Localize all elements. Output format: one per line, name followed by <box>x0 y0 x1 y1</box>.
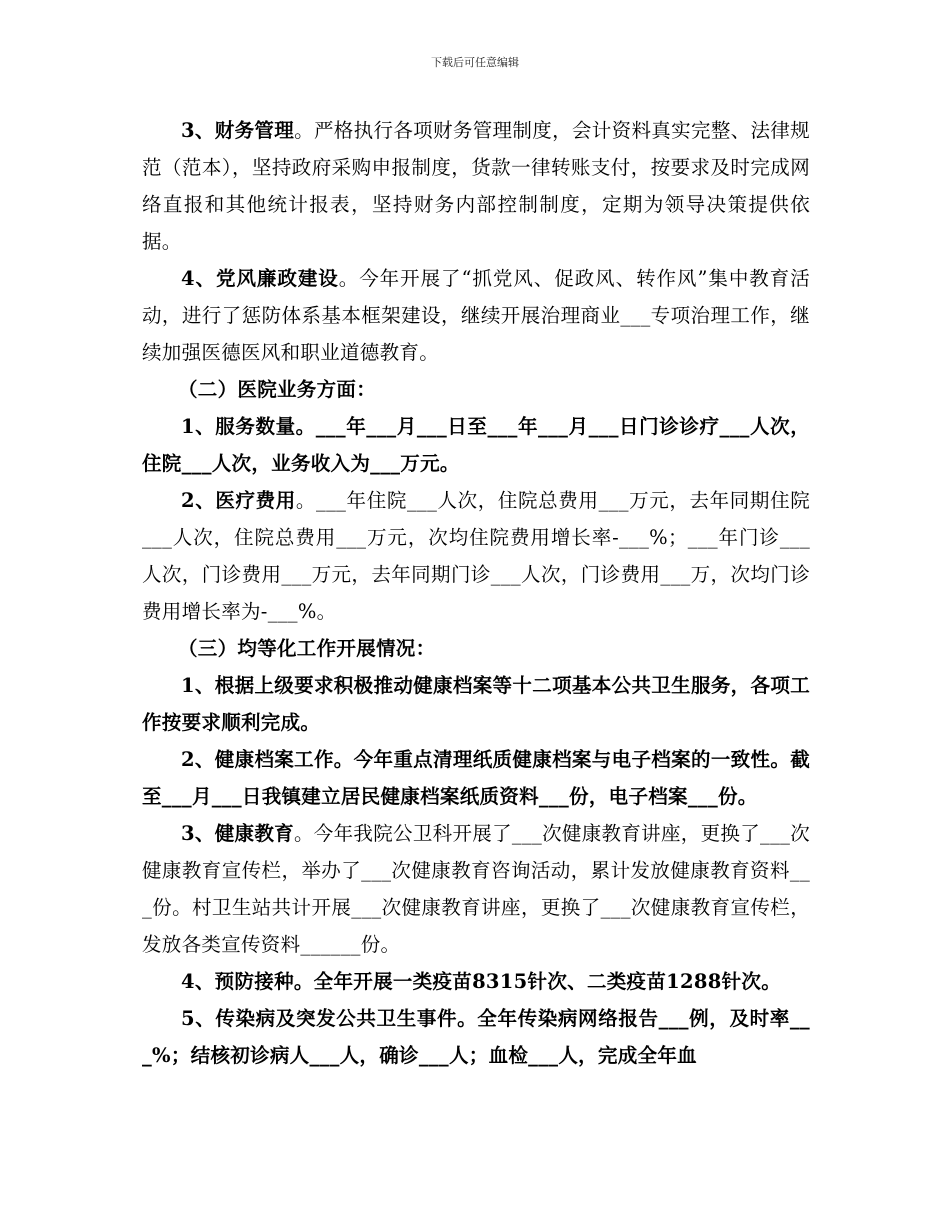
section-heading-equalization: （三）均等化工作开展情况： <box>178 637 436 660</box>
document-body <box>142 112 810 1074</box>
paragraph-vaccination: 4、预防接种。全年开展一类疫苗8315针次、二类疫苗1288针次。 <box>181 970 782 993</box>
paragraph-text: 。严格执行各项财务管理制度，会计资料真实完整、法律规范（范本），坚持政府采购申报制度，货款一律转账支付，按要求及时完成网络直报和其他统计报表，坚持财务内部控制制度，定期为领导决策提供依据。 <box>142 119 810 253</box>
paragraph-lead: 3、健康教育 <box>181 822 294 845</box>
paragraph-infectious-disease: 5、传染病及突发公共卫生事件。全年传染病网络报告___例，及时率___%；结核初诊病人___人，确诊___人；血检___人，完成全年血 <box>142 1007 810 1067</box>
paragraph-text: 。___年住院___人次，住院总费用___万元，去年同期住院___人次，住院总费用___万元，次均住院费用增长率-___%；___年门诊___人次，门诊费用___万元，去年同期门诊___人次，门诊费用___万，次均门诊费用增长率为-___%。 <box>142 489 811 623</box>
paragraph-text: 。今年开展了“抓党风、促政风、转作风”集中教育活动，进行了惩防体系基本框架建设，继续开展治理商业___专项治理工作，继续加强医德医风和职业道德教育。 <box>142 267 811 364</box>
paragraph-lead: 3、财务管理 <box>181 119 295 142</box>
paragraph-health-education <box>142 815 810 963</box>
paragraph-text: 。今年我院公卫科开展了___次健康教育讲座，更换了___次健康教育宣传栏，举办了___次健康教育咨询活动，累计发放健康教育资料___份。村卫生站共计开展___次健康教育讲座，更换了___次健康教育宣传栏，发放各类宣传资料______份。 <box>142 822 810 956</box>
paragraph-public-health-services: 1、根据上级要求积极推动健康档案等十二项基本公共卫生服务，各项工作按要求顺利完成。 <box>142 674 810 734</box>
paragraph-health-records: 2、健康档案工作。今年重点清理纸质健康档案与电子档案的一致性。截至___月___日我镇建立居民健康档案纸质资料___份，电子档案___份。 <box>142 748 810 808</box>
paragraph-service-volume: 1、服务数量。___年___月___日至___年___月___日门诊诊疗___人次，住院___人次，业务收入为___万元。 <box>142 415 810 475</box>
paragraph-medical-costs <box>142 482 810 630</box>
section-heading-hospital-business: （二）医院业务方面： <box>178 378 377 401</box>
paragraph-lead: 4、党风廉政建设 <box>181 267 339 290</box>
paragraph-party-conduct <box>142 260 810 371</box>
paragraph-lead: 2、医疗费用 <box>181 489 296 512</box>
page-header: 下载后可任意编辑 <box>431 56 519 69</box>
paragraph-finance <box>142 112 810 260</box>
